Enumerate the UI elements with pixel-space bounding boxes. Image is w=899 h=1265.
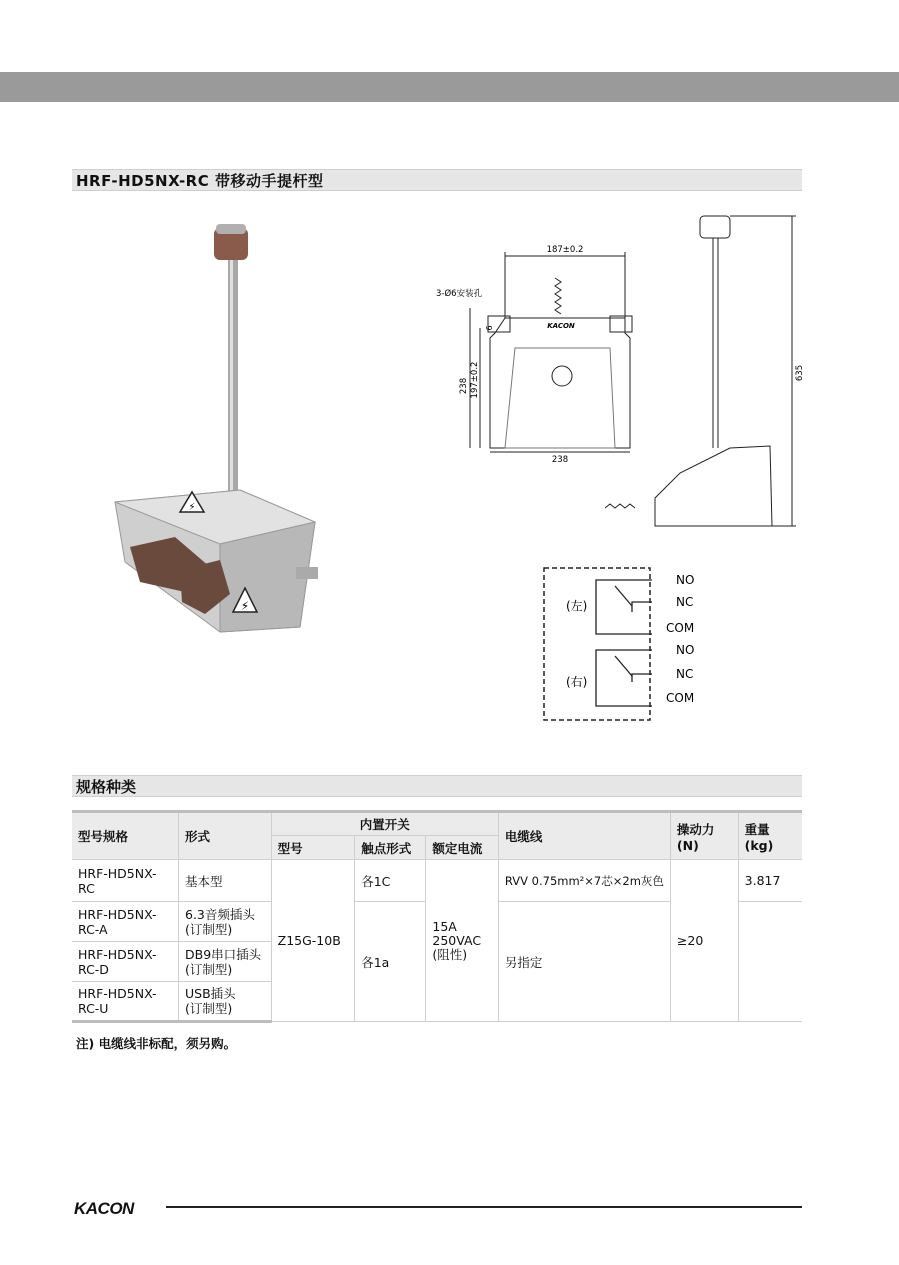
cell-model: HRF-HD5NX-RC xyxy=(72,860,179,902)
cell-contact: 各1a xyxy=(355,902,426,1022)
spec-table xyxy=(72,810,802,1023)
cell-switch-model: Z15G-10B xyxy=(271,860,355,1022)
dim-height-hole: 197±0.2 xyxy=(470,361,480,399)
cell-model: HRF-HD5NX-RC-A xyxy=(72,902,179,942)
footer-rule xyxy=(166,1206,802,1208)
th-model: 型号规格 xyxy=(72,812,179,860)
footer-logo: KACON xyxy=(74,1199,134,1218)
svg-text:⚡: ⚡ xyxy=(240,599,250,613)
th-form: 形式 xyxy=(179,812,272,860)
terminal-no-right: NO xyxy=(676,643,695,657)
cell-contact: 各1C xyxy=(355,860,426,902)
th-weight: 重量(kg) xyxy=(738,812,802,860)
cell-weight-empty xyxy=(738,902,802,1022)
brand-mark: KACON xyxy=(547,322,575,330)
schematic-left-label: (左) xyxy=(566,599,588,613)
dim-lever: 635 xyxy=(795,364,805,382)
terminal-nc-right: NC xyxy=(676,667,694,681)
hole-label: 3-Ø6安装孔 xyxy=(436,289,483,299)
th-switch-group: 内置开关 xyxy=(271,812,498,836)
header-band xyxy=(0,72,899,102)
cell-form: USB插头 (订制型) xyxy=(179,982,272,1022)
terminal-com-right: COM xyxy=(666,691,695,705)
cell-current: 15A 250VAC (阻性) xyxy=(426,860,499,1022)
cell-force: ≥20 xyxy=(670,860,738,1022)
cell-form: 6.3音频插头 (订制型) xyxy=(179,902,272,942)
dim-top: 187±0.2 xyxy=(546,245,584,255)
th-cable: 电缆线 xyxy=(498,812,670,860)
cell-cable: 另指定 xyxy=(498,902,670,1022)
th-contact: 触点形式 xyxy=(355,836,426,860)
dim-small: 6 xyxy=(485,325,494,331)
dimension-drawing xyxy=(430,208,810,538)
cell-form: 基本型 xyxy=(179,860,272,902)
terminal-nc-left: NC xyxy=(676,595,694,609)
product-title: HRF-HD5NX-RC 带移动手提杆型 xyxy=(72,169,802,191)
table-row xyxy=(72,860,802,902)
terminal-no-left: NO xyxy=(676,573,695,587)
schematic-right-label: (右) xyxy=(566,675,588,689)
spec-section-title: 规格种类 xyxy=(72,775,802,797)
th-switch-model: 型号 xyxy=(271,836,355,860)
cell-form: DB9串口插头 (订制型) xyxy=(179,942,272,982)
dim-bottom: 238 xyxy=(551,455,569,465)
cell-model: HRF-HD5NX-RC-D xyxy=(72,942,179,982)
cell-cable: RVV 0.75mm²×7芯×2m灰色 xyxy=(498,860,670,902)
dim-height-total: 238 xyxy=(459,377,469,395)
terminal-com-left: COM xyxy=(666,621,695,635)
spec-note: 注) 电缆线非标配，须另购。 xyxy=(76,1036,237,1051)
product-photo xyxy=(100,222,340,642)
svg-text:⚡: ⚡ xyxy=(188,502,196,513)
cell-weight: 3.817 xyxy=(738,860,802,902)
th-current: 额定电流 xyxy=(426,836,499,860)
switch-schematic xyxy=(540,564,720,724)
th-force: 操动力(N) xyxy=(670,812,738,860)
cell-model: HRF-HD5NX-RC-U xyxy=(72,982,179,1022)
